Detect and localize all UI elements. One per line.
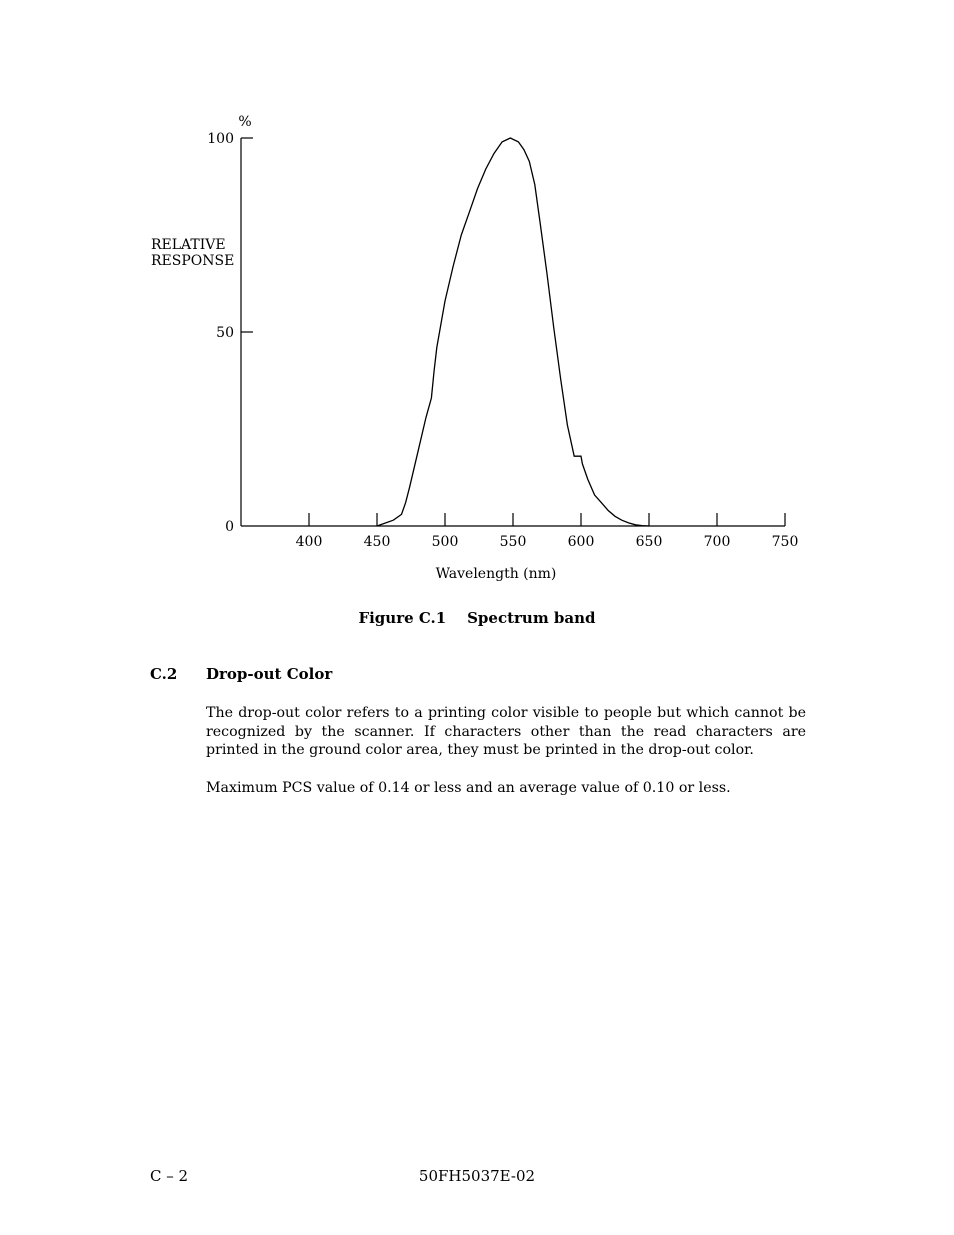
figure-caption: Figure C.1 Spectrum band	[358, 609, 596, 627]
y-axis-label-line1: RELATIVE	[151, 237, 226, 253]
x-tick-label: 750	[771, 534, 799, 550]
x-tick-label: 450	[363, 534, 391, 550]
y-axis-label-line2: RESPONSE	[151, 253, 235, 269]
body-paragraph: Maximum PCS value of 0.14 or less and an average value of 0.10 or less.	[206, 780, 731, 796]
page-number: C – 2	[150, 1167, 189, 1185]
section-number: C.2	[150, 665, 178, 683]
x-tick-label: 600	[567, 534, 595, 550]
y-unit-label: %	[238, 114, 252, 130]
x-tick-label: 500	[431, 534, 459, 550]
spectrum-chart	[0, 0, 954, 600]
chart-axes	[241, 138, 785, 526]
document-id: 50FH5037E-02	[418, 1167, 536, 1185]
x-axis-label: Wavelength (nm)	[435, 566, 557, 582]
response-curve	[377, 138, 649, 526]
body-paragraph: The drop-out color refers to a printing color visible to people but which cannot be recognized by the scanner. If characters other than the read characters are printed in the ground color area, they must be printed in the drop-out color.	[206, 705, 806, 758]
x-tick-label: 650	[635, 534, 663, 550]
y-tick-label: 100	[207, 131, 234, 147]
x-tick-label: 700	[703, 534, 731, 550]
y-tick-label: 50	[216, 325, 234, 341]
y-tick-label: 0	[225, 519, 234, 535]
section-title: Drop-out Color	[206, 665, 333, 683]
x-tick-label: 400	[295, 534, 323, 550]
x-tick-label: 550	[499, 534, 527, 550]
